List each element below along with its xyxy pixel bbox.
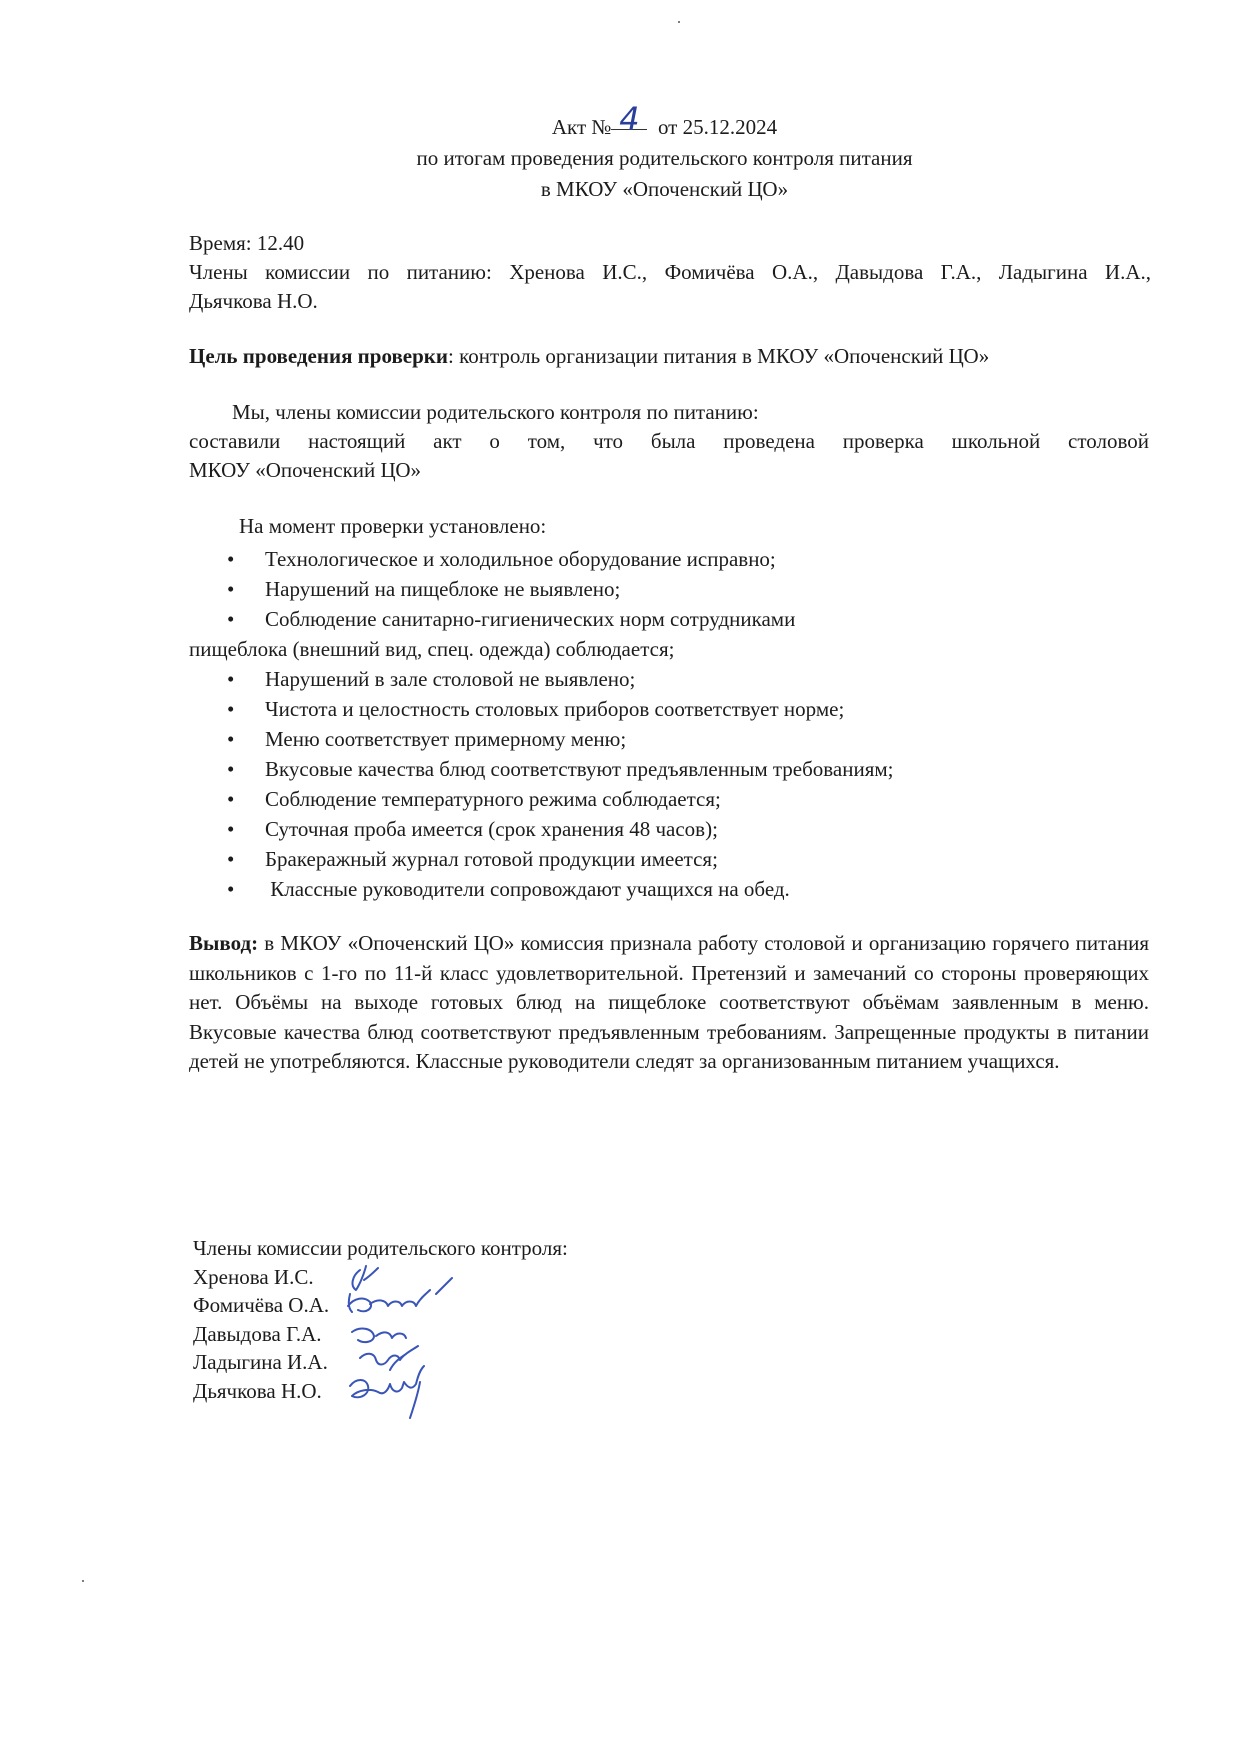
- signature-ladygina: [360, 1346, 418, 1370]
- act-title-line-3: в МКОУ «Опоченский ЦО»: [540, 177, 789, 201]
- signatory-name: Хренова И.С.: [193, 1264, 314, 1289]
- finding-item-continuation: пищеблока (внешний вид, спец. одежда) соблюдается;: [189, 637, 675, 661]
- finding-item: • Суточная проба имеется (срок хранения 48 часов);: [189, 814, 1149, 844]
- bullet: •: [227, 607, 235, 631]
- finding-item: • Соблюдение температурного режима соблюдается;: [189, 784, 1149, 814]
- signature-dyachkova: [350, 1366, 424, 1418]
- goal-line: [189, 342, 989, 371]
- conclusion-paragraph: [189, 929, 1149, 1077]
- handwritten-signatures: [330, 1250, 520, 1440]
- signatory-name: Ладыгина И.А.: [193, 1350, 328, 1374]
- finding-item: • Нарушений в зале столовой не выявлено;: [189, 664, 1149, 694]
- findings-heading: На момент проверки установлено:: [239, 514, 547, 538]
- scan-speck-bottom: [82, 1580, 84, 1582]
- bullet: •: [227, 817, 235, 841]
- signatory-name: Дьячкова Н.О.: [193, 1378, 322, 1403]
- finding-item: • Бракеражный журнал готовой продукции имеется;: [189, 844, 1149, 874]
- members-line-1: Члены комиссии по питанию: Хренова И.С., Фомичёва О.А., Давыдова Г.А., Ладыгина И.А.,: [189, 260, 1151, 284]
- act-title-line-1: [0, 100, 1239, 143]
- bullet: •: [227, 697, 235, 721]
- bullet: •: [227, 727, 235, 751]
- signatures-heading: Члены комиссии родительского контроля:: [193, 1236, 568, 1260]
- bullet: •: [227, 757, 235, 781]
- members-line-2: Дьячкова Н.О.: [189, 289, 318, 313]
- act-title-line-2: по итогам проведения родительского контроля питания: [416, 146, 913, 170]
- finding-item: • Вкусовые качества блюд соответствуют предъявленным требованиям;: [189, 754, 1149, 784]
- conclusion-label: Вывод:: [189, 931, 259, 955]
- signature-khrenova: [349, 1266, 378, 1312]
- signature-davydova: [352, 1329, 406, 1343]
- act-date: от 25.12.2024: [657, 115, 778, 139]
- finding-item: • Меню соответствует примерному меню;: [189, 724, 1149, 754]
- intro-line-3: МКОУ «Опоченский ЦО»: [189, 458, 422, 482]
- bullet: •: [227, 787, 235, 811]
- signatory-name: Фомичёва О.А.: [193, 1293, 330, 1317]
- bullet: •: [227, 847, 235, 871]
- intro-line-2: составили настоящий акт о том, что была проведена проверка школьной столовой: [189, 429, 1149, 453]
- act-prefix: Акт №: [551, 115, 612, 139]
- finding-item: • Классные руководители сопровождают учащихся на обед.: [189, 874, 1149, 904]
- bullet: •: [227, 547, 235, 571]
- handwritten-act-number: 4: [611, 109, 647, 130]
- conclusion-text: в МКОУ «Опоченский ЦО» комиссия признала работу столовой и организацию горячего питания школьников с 1-го по 11-й класс удовлетворительной. Претензий и замечаний со стороны проверяющих нет. Объёмы на выходе готовых блюд на пищеблоке соответствуют объёмам заявленным в меню. Вкусовые качества блюд соответствуют предъявленным требованиям. Запрещенные продукты в питании детей не употребляются. Классные руководители следят за организованным питанием учащихся.: [189, 931, 1149, 1073]
- bullet: •: [227, 577, 235, 601]
- finding-item: • Чистота и целостность столовых приборов соответствует норме;: [189, 694, 1149, 724]
- act-title: [0, 100, 1239, 205]
- intro-line-1: Мы, члены комиссии родительского контроля по питанию:: [232, 400, 759, 424]
- finding-item: • Соблюдение санитарно-гигиенических норм сотрудниками: [189, 604, 1149, 634]
- bullet: •: [227, 667, 235, 691]
- finding-item: • Технологическое и холодильное оборудование исправно;: [189, 544, 1149, 574]
- bullet: •: [227, 877, 235, 901]
- signature-fomicheva: [348, 1278, 452, 1311]
- finding-item: • Нарушений на пищеблоке не выявлено;: [189, 574, 1149, 604]
- signatory-name: Давыдова Г.А.: [193, 1321, 322, 1346]
- findings-list: [189, 544, 1149, 904]
- goal-label: Цель проведения проверки: [189, 344, 448, 368]
- goal-text: : контроль организации питания в МКОУ «Опоченский ЦО»: [447, 344, 990, 368]
- time-line: Время: 12.40: [189, 231, 305, 255]
- scan-speck-top: [678, 21, 680, 23]
